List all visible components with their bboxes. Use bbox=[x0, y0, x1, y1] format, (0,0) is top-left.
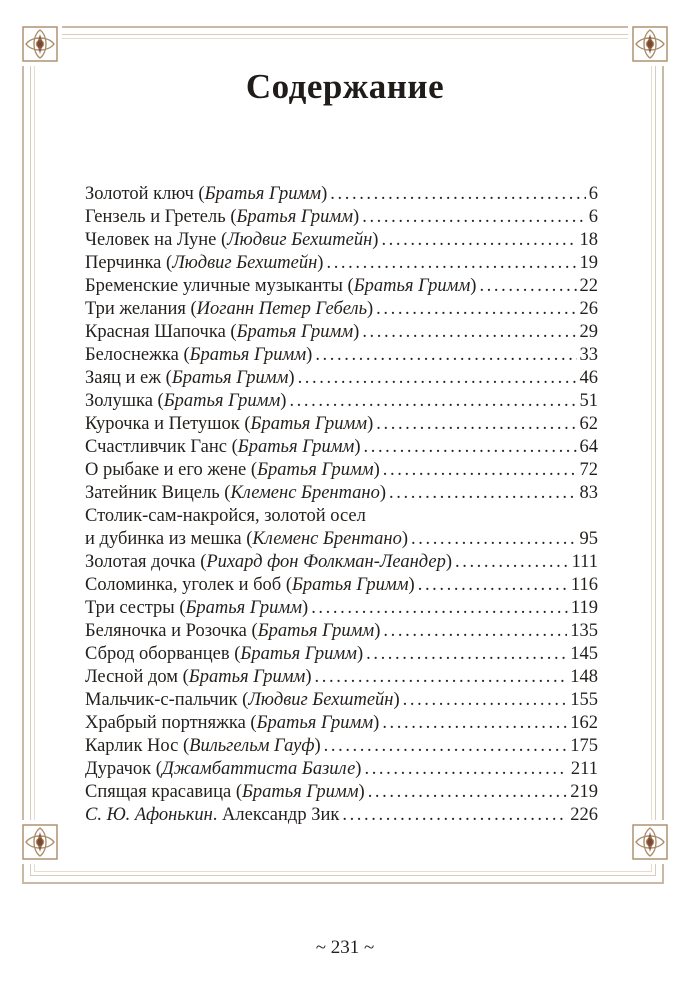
toc-entry-author: Братья Гримм bbox=[256, 713, 374, 733]
toc-leader-dots bbox=[362, 206, 586, 229]
toc-entry[interactable] bbox=[85, 528, 598, 551]
toc-entry-author: Клеменс Брентано bbox=[230, 483, 380, 503]
toc-entry-text: Карлик Нос (Вильгельм Гауф) bbox=[85, 736, 321, 756]
toc-entry-text: Человек на Луне (Людвиг Бехштейн) bbox=[85, 230, 379, 250]
toc-leader-dots bbox=[411, 528, 576, 551]
toc-entry-title: Храбрый портняжка bbox=[85, 713, 246, 733]
toc-entry-page: 155 bbox=[570, 690, 598, 710]
toc-entry-text: Беляночка и Розочка (Братья Гримм) bbox=[85, 621, 381, 641]
toc-entry-author: Людвиг Бехштейн bbox=[248, 690, 394, 710]
toc-entry-text: Затейник Вицель (Клеменс Брентано) bbox=[85, 483, 387, 503]
toc-leader-dots bbox=[366, 643, 567, 666]
toc-entry-title: Белоснежка bbox=[85, 345, 179, 365]
toc-entry[interactable] bbox=[85, 344, 598, 367]
toc-entry-title: Золотой ключ bbox=[85, 184, 194, 204]
toc-entry[interactable] bbox=[85, 666, 598, 689]
toc-leader-dots bbox=[389, 482, 576, 505]
toc-leader-dots bbox=[326, 252, 576, 275]
page-number: ~ 231 ~ bbox=[315, 937, 375, 958]
toc-entry[interactable] bbox=[85, 643, 598, 666]
toc-entry-title: Дурачок bbox=[85, 759, 152, 779]
toc-entry-title: Красная Шапочка bbox=[85, 322, 226, 342]
toc-entry-text: Мальчик-с-пальчик (Людвиг Бехштейн) bbox=[85, 690, 400, 710]
toc-entry-author: Братья Гримм bbox=[163, 391, 281, 411]
page-title: Содержание bbox=[245, 67, 445, 106]
toc-entry-author: Братья Гримм bbox=[257, 460, 374, 480]
toc-entry-page: 72 bbox=[579, 460, 598, 480]
toc-leader-dots bbox=[315, 666, 568, 689]
toc-entry[interactable] bbox=[85, 735, 598, 758]
toc-leader-dots bbox=[403, 689, 568, 712]
toc-entry-text: Перчинка (Людвиг Бехштейн) bbox=[85, 253, 324, 273]
toc-entry-title: Бременские уличные музыканты bbox=[85, 276, 343, 296]
toc-entry-page: 29 bbox=[579, 322, 598, 342]
toc-entry-page: 64 bbox=[579, 437, 598, 457]
toc-entry-page: 83 bbox=[579, 483, 598, 503]
toc-entry[interactable] bbox=[85, 206, 598, 229]
toc-entry-title: Три желания bbox=[85, 299, 186, 319]
toc-entry[interactable] bbox=[85, 321, 598, 344]
toc-entry-page: 111 bbox=[571, 552, 598, 572]
toc-leader-dots bbox=[383, 459, 577, 482]
toc-entry-page: 145 bbox=[570, 644, 598, 664]
corner-ornament-icon bbox=[628, 820, 672, 864]
toc-entry[interactable] bbox=[85, 413, 598, 436]
toc-entry-page: 51 bbox=[579, 391, 598, 411]
toc-entry-title: Курочка и Петушок bbox=[85, 414, 240, 434]
toc-entry-text: Три желания (Иоганн Петер Гебель) bbox=[85, 299, 374, 319]
toc-leader-dots bbox=[383, 620, 567, 643]
toc-entry-text: Лесной дом (Братья Гримм) bbox=[85, 667, 312, 687]
toc-entry-title: Три сестры bbox=[85, 598, 175, 618]
toc-leader-dots bbox=[342, 804, 567, 827]
toc-entry-page: 116 bbox=[570, 575, 598, 595]
toc-entry-author: Людвиг Бехштейн bbox=[227, 230, 373, 250]
toc-entry-author: Братья Гримм bbox=[353, 276, 471, 296]
toc-entry-text: Счастливчик Ганс (Братья Гримм) bbox=[85, 437, 361, 457]
toc-entry-title: и дубинка из мешка bbox=[85, 529, 242, 549]
toc-entry-text: Золушка (Братья Гримм) bbox=[85, 391, 287, 411]
toc-leader-dots bbox=[479, 275, 576, 298]
toc-entry-author: Братья Гримм bbox=[241, 782, 359, 802]
toc-leader-dots bbox=[364, 758, 567, 781]
toc-entry-title-line: Столик-сам-накройся, золотой осел bbox=[85, 506, 366, 526]
toc-entry[interactable] bbox=[85, 620, 598, 643]
toc-entry[interactable] bbox=[85, 275, 598, 298]
toc-entry[interactable] bbox=[85, 551, 598, 574]
toc-entry-author: Братья Гримм bbox=[237, 437, 355, 457]
toc-entry[interactable] bbox=[85, 229, 598, 252]
toc-entry-text: Дурачок (Джамбаттиста Базиле) bbox=[85, 759, 362, 779]
toc-entry-author: Братья Гримм bbox=[240, 644, 357, 664]
toc-entry-title: Золушка bbox=[85, 391, 153, 411]
toc-entry-page: 6 bbox=[588, 207, 598, 227]
toc-entry-text: Гензель и Гретель (Братья Гримм) bbox=[85, 207, 360, 227]
toc-entry-author: Вильгельм Гауф bbox=[189, 736, 315, 756]
toc-entry-text: Спящая красавица (Братья Гримм) bbox=[85, 782, 365, 802]
toc-entry-title: Лесной дом bbox=[85, 667, 178, 687]
toc-entry-author: Братья Гримм bbox=[189, 345, 307, 365]
toc-entry-author: Братья Гримм bbox=[250, 414, 368, 434]
toc-entry-title: Гензель и Гретель bbox=[85, 207, 226, 227]
toc-leader-dots bbox=[364, 436, 577, 459]
toc-entry[interactable] bbox=[85, 298, 598, 321]
toc-entry-page: 148 bbox=[570, 667, 598, 687]
toc-entry-text: Курочка и Петушок (Братья Гримм) bbox=[85, 414, 374, 434]
toc-entry[interactable] bbox=[85, 252, 598, 275]
toc-entry[interactable] bbox=[85, 758, 598, 781]
toc-entry-text: Бременские уличные музыканты (Братья Гримм) bbox=[85, 276, 477, 296]
toc-entry-author: Братья Гримм bbox=[236, 322, 354, 342]
toc-entry-title: Затейник Вицель bbox=[85, 483, 220, 503]
toc-entry[interactable] bbox=[85, 597, 598, 620]
toc-entry-page: 62 bbox=[579, 414, 598, 434]
toc-entry-author: Братья Гримм bbox=[171, 368, 289, 388]
toc-entry-page: 19 bbox=[579, 253, 598, 273]
toc-entry-author: Братья Гримм bbox=[188, 667, 306, 687]
toc-entry-page: 22 bbox=[579, 276, 598, 296]
toc-leader-dots bbox=[376, 298, 576, 321]
toc-entry-page: 211 bbox=[570, 759, 598, 779]
toc-entry-title: Сброд оборванцев bbox=[85, 644, 230, 664]
toc-entry-author: Братья Гримм bbox=[292, 575, 409, 595]
toc-entry[interactable] bbox=[85, 390, 598, 413]
toc-entry[interactable] bbox=[85, 367, 598, 390]
toc-leader-dots bbox=[311, 597, 568, 620]
toc-entry-title: Перчинка bbox=[85, 253, 162, 273]
toc-entry-title: Человек на Луне bbox=[85, 230, 217, 250]
toc-leader-dots bbox=[315, 344, 576, 367]
toc-leader-dots bbox=[376, 413, 576, 436]
toc-entry-page: 95 bbox=[579, 529, 598, 549]
toc-entry-text bbox=[85, 804, 339, 827]
toc-entry-author: Братья Гримм bbox=[257, 621, 375, 641]
toc-entry-page: 119 bbox=[570, 598, 598, 618]
toc-entry-page: 33 bbox=[579, 345, 598, 365]
corner-ornament-icon bbox=[18, 22, 62, 66]
toc-entry-page: 46 bbox=[579, 368, 598, 388]
toc-entry[interactable] bbox=[85, 689, 598, 712]
toc-entry[interactable] bbox=[85, 781, 598, 804]
toc-entry-text: Золотая дочка (Рихард фон Фолкман-Леандер) bbox=[85, 552, 452, 572]
toc-entry-text: и дубинка из мешка (Клеменс Брентано) bbox=[85, 529, 409, 549]
corner-ornament-icon bbox=[18, 820, 62, 864]
toc-entry-text: Белоснежка (Братья Гримм) bbox=[85, 345, 313, 365]
toc-entry-author: Людвиг Бехштейн bbox=[172, 253, 318, 273]
toc-entry-author: Джамбаттиста Базиле bbox=[161, 759, 356, 779]
toc-entry-page: 226 bbox=[570, 805, 598, 825]
toc-entry-page: 6 bbox=[588, 184, 598, 204]
toc-entry[interactable] bbox=[85, 574, 598, 597]
toc-entry-title: О рыбаке и его жене bbox=[85, 460, 247, 480]
toc-entry-title: Счастливчик Ганс bbox=[85, 437, 227, 457]
toc-leader-dots bbox=[381, 229, 576, 252]
toc-entry-text: Золотой ключ (Братья Гримм) bbox=[85, 184, 328, 204]
toc-entry-title: Беляночка и Розочка bbox=[85, 621, 247, 641]
toc-entry-title: Золотая дочка bbox=[85, 552, 196, 572]
toc-entry-text: Соломинка, уголек и боб (Братья Гримм) bbox=[85, 575, 415, 595]
toc-entry-author: С. Ю. Афонькин bbox=[85, 805, 213, 825]
toc-leader-dots bbox=[368, 781, 568, 804]
toc-entry-text: Заяц и еж (Братья Гримм) bbox=[85, 368, 295, 388]
toc-entry-text: Красная Шапочка (Братья Гримм) bbox=[85, 322, 360, 342]
toc-entry-afterword[interactable] bbox=[85, 804, 598, 827]
toc-leader-dots bbox=[298, 367, 577, 390]
toc-entry-text: Сброд оборванцев (Братья Гримм) bbox=[85, 644, 364, 664]
toc-entry[interactable] bbox=[85, 459, 598, 482]
toc-entry-author: Рихард фон Фолкман-Леандер bbox=[206, 552, 446, 572]
table-of-contents bbox=[85, 183, 598, 827]
toc-entry-title: Карлик Нос bbox=[85, 736, 179, 756]
toc-entry-author: Братья Гримм bbox=[204, 184, 322, 204]
toc-entry-author: Иоганн Петер Гебель bbox=[196, 299, 367, 319]
toc-entry[interactable] bbox=[85, 436, 598, 459]
toc-entry-title: Соломинка, уголек и боб bbox=[85, 575, 282, 595]
toc-entry-text: Три сестры (Братья Гримм) bbox=[85, 598, 309, 618]
toc-entry-text: Храбрый портняжка (Братья Гримм) bbox=[85, 713, 380, 733]
toc-entry[interactable] bbox=[85, 183, 598, 206]
toc-leader-dots bbox=[418, 574, 568, 597]
toc-entry-text: О рыбаке и его жене (Братья Гримм) bbox=[85, 460, 380, 480]
toc-entry-page: 18 bbox=[579, 230, 598, 250]
toc-entry-title: Спящая красавица bbox=[85, 782, 232, 802]
toc-entry-title: Заяц и еж bbox=[85, 368, 162, 388]
corner-ornament-icon bbox=[628, 22, 672, 66]
toc-entry-title: Александр Зик bbox=[222, 805, 340, 825]
toc-entry[interactable] bbox=[85, 482, 598, 505]
toc-entry-title: Мальчик-с-пальчик bbox=[85, 690, 238, 710]
toc-leader-dots bbox=[382, 712, 567, 735]
toc-leader-dots bbox=[362, 321, 576, 344]
toc-entry-page: 26 bbox=[579, 299, 598, 319]
toc-entry-page: 162 bbox=[570, 713, 598, 733]
toc-entry-page: 219 bbox=[570, 782, 598, 802]
toc-leader-dots bbox=[330, 183, 585, 206]
toc-entry-page: 175 bbox=[570, 736, 598, 756]
toc-entry[interactable] bbox=[85, 712, 598, 735]
toc-entry-page: 135 bbox=[570, 621, 598, 641]
toc-entry-author: Братья Гримм bbox=[236, 207, 354, 227]
toc-leader-dots bbox=[455, 551, 569, 574]
toc-leader-dots bbox=[324, 735, 568, 758]
toc-entry-author: Клеменс Брентано bbox=[252, 529, 402, 549]
toc-entry-separator: . bbox=[212, 805, 223, 825]
toc-leader-dots bbox=[289, 390, 576, 413]
toc-entry-author: Братья Гримм bbox=[185, 598, 303, 618]
